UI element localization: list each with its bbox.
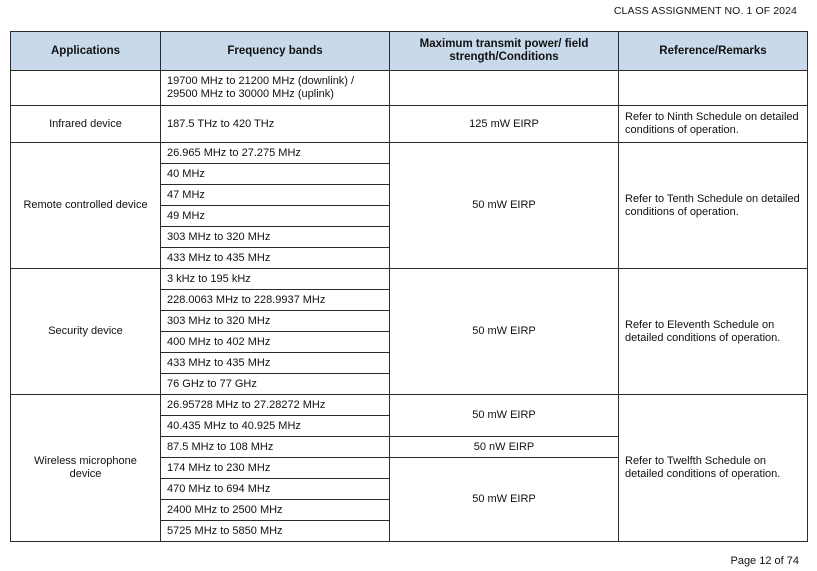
frequency-band-cell: 187.5 THz to 420 THz [161,106,390,143]
application-infrared: Infrared device [11,106,161,143]
frequency-band-cell: 40 MHz [161,164,390,185]
cell-empty [11,71,161,106]
column-header-frequency-bands: Frequency bands [161,32,390,71]
remark-cell: Refer to Ninth Schedule on detailed conditions of operation. [619,106,808,143]
frequency-band-cell: 5725 MHz to 5850 MHz [161,521,390,542]
frequency-band-cell: 400 MHz to 402 MHz [161,332,390,353]
remark-cell: Refer to Tenth Schedule on detailed conditions of operation. [619,143,808,269]
table-row [11,71,808,106]
table-header-row [11,32,808,71]
power-cell: 50 mW EIRP [390,143,619,269]
frequency-band-cell: 303 MHz to 320 MHz [161,311,390,332]
power-cell: 125 mW EIRP [390,106,619,143]
frequency-band-cell: 433 MHz to 435 MHz [161,353,390,374]
cell-empty [619,71,808,106]
frequency-band-cell: 47 MHz [161,185,390,206]
table-row [11,395,808,416]
application-wireless-microphone: Wireless microphone device [11,395,161,542]
power-cell: 50 nW EIRP [390,437,619,458]
frequency-band-cell: 26.95728 MHz to 27.28272 MHz [161,395,390,416]
remark-cell: Refer to Eleventh Schedule on detailed conditions of operation. [619,269,808,395]
column-header-applications: Applications [11,32,161,71]
page-number: Page 12 of 74 [730,555,799,567]
document-header: CLASS ASSIGNMENT NO. 1 OF 2024 [613,5,797,17]
frequency-band-cell: 49 MHz [161,206,390,227]
table-row [11,106,808,143]
frequency-band-cell: 174 MHz to 230 MHz [161,458,390,479]
frequency-allocation-table [10,31,808,542]
remark-cell: Refer to Twelfth Schedule on detailed conditions of operation. [619,395,808,542]
frequency-band-cell: 26.965 MHz to 27.275 MHz [161,143,390,164]
frequency-band-cell: 2400 MHz to 2500 MHz [161,500,390,521]
frequency-band-cell: 87.5 MHz to 108 MHz [161,437,390,458]
table-row [11,143,808,164]
frequency-band-cell: 303 MHz to 320 MHz [161,227,390,248]
frequency-band-cell: 3 kHz to 195 kHz [161,269,390,290]
power-cell: 50 mW EIRP [390,395,619,437]
application-security: Security device [11,269,161,395]
power-cell: 50 mW EIRP [390,458,619,542]
frequency-band-cell: 470 MHz to 694 MHz [161,479,390,500]
frequency-band-cell: 433 MHz to 435 MHz [161,248,390,269]
frequency-band-cell: 228.0063 MHz to 228.9937 MHz [161,290,390,311]
column-header-max-power: Maximum transmit power/ field strength/Conditions [390,32,619,71]
cell-empty [390,71,619,106]
frequency-band-cell: 76 GHz to 77 GHz [161,374,390,395]
frequency-band-cell: 19700 MHz to 21200 MHz (downlink) / 29500 MHz to 30000 MHz (uplink) [161,71,390,106]
application-remote-controlled: Remote controlled device [11,143,161,269]
power-cell: 50 mW EIRP [390,269,619,395]
column-header-remarks: Reference/Remarks [619,32,808,71]
frequency-band-cell: 40.435 MHz to 40.925 MHz [161,416,390,437]
table-row [11,269,808,290]
